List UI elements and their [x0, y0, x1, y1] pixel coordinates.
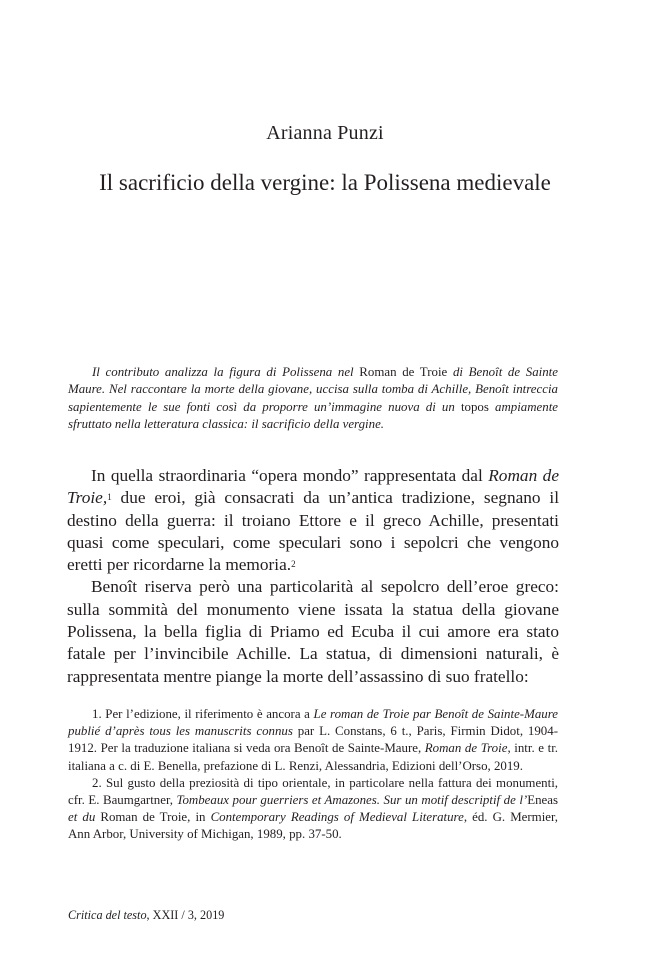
footnote-text: 1. Per l’edizione, il riferimento è ancora a	[92, 707, 314, 721]
footnotes	[68, 706, 558, 844]
abstract-text: ampiamente sfruttato nella letteratura classica: il sacrificio della vergine.	[68, 399, 559, 431]
body-text-span: due eroi, già consacrati da un’antica tradizione, segnano il destino della guerra: il troiano Ettore e il greco Achille, presentati quasi come speculari, come speculari sono i sepolcri che vengono eretti per ricordarne la memoria.	[67, 488, 559, 575]
author-name: Arianna Punzi	[266, 122, 384, 144]
body-paragraph: Benoît riserva però una particolarità al sepolcro dell’eroe greco: sulla sommità del monumento viene issata la statua della giovane Polissena, la bella figlia di Priamo ed Ecuba il cui amore era stato fatale per l’invincibile Achille. La statua, di dimensioni naturali, è rappresentata mentre piange la morte dell’assassino di suo fratello:	[67, 577, 559, 686]
footnote-text: Eneas	[527, 793, 558, 808]
work-title: Le roman de Troie par Benoît de Sainte-Maure publié d’après tous les manuscrits connus	[68, 707, 558, 739]
footnote	[68, 775, 558, 844]
page-footer	[68, 908, 224, 923]
journal-name: Critica del testo	[68, 908, 147, 922]
footnote-ref[interactable]: 2	[291, 559, 296, 570]
footnote-text: Roman de Troie	[100, 810, 188, 825]
work-title: Contemporary Readings of Medieval Literature	[210, 810, 464, 825]
abstract-text: de Troie	[396, 365, 453, 379]
article-title: Il sacrificio della vergine: la Polissena medievale	[99, 170, 551, 195]
abstract	[68, 364, 558, 433]
abstract-text: topos	[460, 399, 489, 414]
work-title: Roman de Troie	[424, 741, 508, 756]
work-title: Roman de Troie,	[67, 466, 559, 508]
body-text	[67, 465, 559, 688]
journal-issue: , XXII / 3, 2019	[146, 908, 225, 922]
work-title: Tombeaux pour guerriers et Amazones. Sur un motif descriptif de l’	[176, 793, 528, 808]
body-paragraph	[67, 465, 559, 576]
body-text-span: In quella straordinaria “opera mondo” rappresentata dal	[91, 466, 489, 485]
work-title: et du	[68, 810, 101, 825]
footnote	[68, 706, 558, 775]
abstract-text: Roman	[359, 365, 397, 379]
footnote-text: par L. Constans, 6 t., Paris, Firmin Didot, 1904-1912. Per la traduzione italiana si veda ora Benoît de Sainte-Maure,	[68, 724, 558, 756]
abstract-text: Il contributo analizza la figura di Polissena nel	[92, 365, 360, 379]
footnote-ref[interactable]: 1	[107, 492, 112, 503]
abstract-text: di Benoît de Sainte Maure. Nel raccontare la morte della giovane, uccisa sulla tomba di Achille, Benoît intreccia sapientemente le sue fonti così da proporre un’immagine nuova di un	[68, 365, 558, 414]
footnote-text: , in	[187, 810, 211, 825]
footnote-text: , éd. G. Mermier, Ann Arbor, University of Michigan, 1989, pp. 37-50.	[68, 810, 559, 842]
footnote-text: 2. Sul gusto della preziosità di tipo orientale, in particolare nella fattura dei monumenti, cfr. E. Baumgartner,	[68, 775, 558, 808]
footnote-text: , intr. e tr. italiana a c. di E. Benella, prefazione di L. Renzi, Alessandria, Edizioni dell’Orso, 2019.	[68, 741, 558, 773]
